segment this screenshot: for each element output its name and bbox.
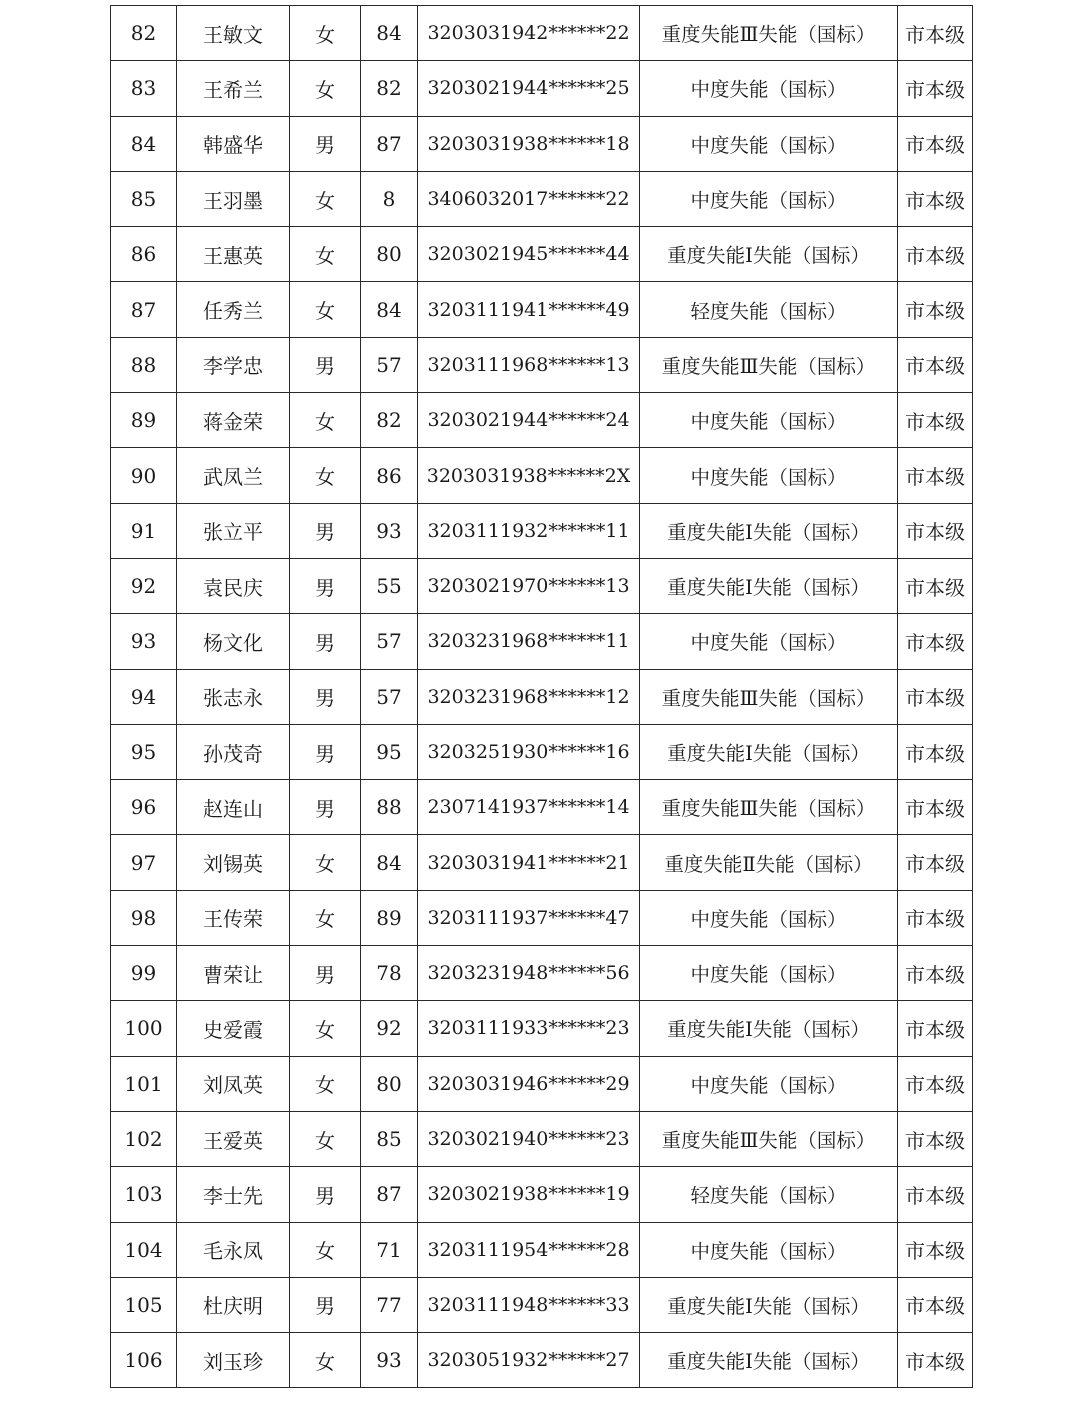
- id-number-cell: 3203021945******44: [418, 227, 640, 282]
- table-row: [111, 724, 973, 779]
- jurisdiction-cell: 市本级: [898, 448, 973, 503]
- jurisdiction-cell: 市本级: [898, 835, 973, 890]
- jurisdiction-cell: 市本级: [898, 116, 973, 171]
- id-number-cell: 3203251930******16: [418, 724, 640, 779]
- age-cell: 80: [361, 1056, 418, 1111]
- age-cell: 87: [361, 116, 418, 171]
- id-number-cell: 3203021970******13: [418, 558, 640, 613]
- id-number-cell: 3203111968******13: [418, 337, 640, 392]
- id-number-cell: 3203031938******18: [418, 116, 640, 171]
- disability-level-cell: 中度失能（国标）: [640, 171, 898, 226]
- row-number: 93: [111, 614, 177, 669]
- disability-level-cell: 重度失能Ⅰ失能（国标）: [640, 558, 898, 613]
- row-number: 101: [111, 1056, 177, 1111]
- age-cell: 57: [361, 337, 418, 392]
- table-row: [111, 171, 973, 226]
- person-name: 李士先: [177, 1167, 290, 1222]
- gender-cell: 男: [290, 780, 361, 835]
- row-number: 105: [111, 1277, 177, 1332]
- disability-level-cell: 中度失能（国标）: [640, 1222, 898, 1277]
- disability-level-cell: 轻度失能（国标）: [640, 1167, 898, 1222]
- gender-cell: 男: [290, 724, 361, 779]
- row-number: 87: [111, 282, 177, 337]
- age-cell: 71: [361, 1222, 418, 1277]
- table-row: [111, 1111, 973, 1166]
- jurisdiction-cell: 市本级: [898, 1001, 973, 1056]
- jurisdiction-cell: 市本级: [898, 669, 973, 724]
- gender-cell: 女: [290, 282, 361, 337]
- gender-cell: 男: [290, 669, 361, 724]
- row-number: 86: [111, 227, 177, 282]
- jurisdiction-cell: 市本级: [898, 171, 973, 226]
- row-number: 85: [111, 171, 177, 226]
- person-name: 袁民庆: [177, 558, 290, 613]
- roster-body: [111, 6, 973, 1388]
- gender-cell: 女: [290, 171, 361, 226]
- age-cell: 80: [361, 227, 418, 282]
- person-name: 王传荣: [177, 890, 290, 945]
- table-row: [111, 448, 973, 503]
- row-number: 82: [111, 6, 177, 61]
- row-number: 83: [111, 61, 177, 116]
- gender-cell: 女: [290, 6, 361, 61]
- person-name: 赵连山: [177, 780, 290, 835]
- disability-level-cell: 轻度失能（国标）: [640, 282, 898, 337]
- disability-level-cell: 重度失能Ⅱ失能（国标）: [640, 835, 898, 890]
- person-name: 杜庆明: [177, 1277, 290, 1332]
- disability-level-cell: 中度失能（国标）: [640, 890, 898, 945]
- disability-roster-table: [110, 5, 973, 1388]
- id-number-cell: 3203051932******27: [418, 1333, 640, 1388]
- row-number: 98: [111, 890, 177, 945]
- gender-cell: 男: [290, 337, 361, 392]
- row-number: 103: [111, 1167, 177, 1222]
- disability-level-cell: 中度失能（国标）: [640, 614, 898, 669]
- table-row: [111, 890, 973, 945]
- jurisdiction-cell: 市本级: [898, 1277, 973, 1332]
- row-number: 88: [111, 337, 177, 392]
- age-cell: 77: [361, 1277, 418, 1332]
- disability-level-cell: 中度失能（国标）: [640, 946, 898, 1001]
- jurisdiction-cell: 市本级: [898, 558, 973, 613]
- person-name: 张志永: [177, 669, 290, 724]
- row-number: 106: [111, 1333, 177, 1388]
- id-number-cell: 3203021944******25: [418, 61, 640, 116]
- jurisdiction-cell: 市本级: [898, 1167, 973, 1222]
- person-name: 韩盛华: [177, 116, 290, 171]
- row-number: 91: [111, 503, 177, 558]
- id-number-cell: 3203031941******21: [418, 835, 640, 890]
- row-number: 94: [111, 669, 177, 724]
- person-name: 毛永凤: [177, 1222, 290, 1277]
- id-number-cell: 3203231968******12: [418, 669, 640, 724]
- gender-cell: 男: [290, 503, 361, 558]
- gender-cell: 女: [290, 448, 361, 503]
- person-name: 杨文化: [177, 614, 290, 669]
- jurisdiction-cell: 市本级: [898, 6, 973, 61]
- disability-level-cell: 重度失能Ⅲ失能（国标）: [640, 1111, 898, 1166]
- disability-level-cell: 中度失能（国标）: [640, 393, 898, 448]
- jurisdiction-cell: 市本级: [898, 337, 973, 392]
- table-row: [111, 282, 973, 337]
- person-name: 刘锡英: [177, 835, 290, 890]
- age-cell: 8: [361, 171, 418, 226]
- gender-cell: 女: [290, 1111, 361, 1166]
- age-cell: 84: [361, 282, 418, 337]
- age-cell: 82: [361, 61, 418, 116]
- table-row: [111, 669, 973, 724]
- id-number-cell: 3203021938******19: [418, 1167, 640, 1222]
- age-cell: 93: [361, 503, 418, 558]
- table-row: [111, 1001, 973, 1056]
- age-cell: 82: [361, 393, 418, 448]
- gender-cell: 男: [290, 116, 361, 171]
- table-row: [111, 61, 973, 116]
- jurisdiction-cell: 市本级: [898, 282, 973, 337]
- id-number-cell: 3203021940******23: [418, 1111, 640, 1166]
- disability-level-cell: 重度失能Ⅰ失能（国标）: [640, 1001, 898, 1056]
- jurisdiction-cell: 市本级: [898, 946, 973, 1001]
- age-cell: 85: [361, 1111, 418, 1166]
- table-row: [111, 503, 973, 558]
- jurisdiction-cell: 市本级: [898, 1333, 973, 1388]
- age-cell: 89: [361, 890, 418, 945]
- id-number-cell: 3203111954******28: [418, 1222, 640, 1277]
- age-cell: 88: [361, 780, 418, 835]
- gender-cell: 女: [290, 890, 361, 945]
- disability-level-cell: 重度失能Ⅰ失能（国标）: [640, 1277, 898, 1332]
- jurisdiction-cell: 市本级: [898, 614, 973, 669]
- table-row: [111, 614, 973, 669]
- age-cell: 55: [361, 558, 418, 613]
- row-number: 90: [111, 448, 177, 503]
- jurisdiction-cell: 市本级: [898, 393, 973, 448]
- person-name: 刘凤英: [177, 1056, 290, 1111]
- table-row: [111, 1056, 973, 1111]
- age-cell: 57: [361, 614, 418, 669]
- disability-level-cell: 中度失能（国标）: [640, 448, 898, 503]
- gender-cell: 男: [290, 558, 361, 613]
- jurisdiction-cell: 市本级: [898, 503, 973, 558]
- age-cell: 57: [361, 669, 418, 724]
- table-row: [111, 780, 973, 835]
- gender-cell: 女: [290, 1056, 361, 1111]
- jurisdiction-cell: 市本级: [898, 61, 973, 116]
- person-name: 任秀兰: [177, 282, 290, 337]
- jurisdiction-cell: 市本级: [898, 724, 973, 779]
- id-number-cell: 3203231948******56: [418, 946, 640, 1001]
- gender-cell: 女: [290, 1222, 361, 1277]
- id-number-cell: 3203231968******11: [418, 614, 640, 669]
- table-row: [111, 1277, 973, 1332]
- age-cell: 93: [361, 1333, 418, 1388]
- disability-level-cell: 重度失能Ⅲ失能（国标）: [640, 780, 898, 835]
- id-number-cell: 3203031946******29: [418, 1056, 640, 1111]
- row-number: 84: [111, 116, 177, 171]
- disability-level-cell: 重度失能Ⅰ失能（国标）: [640, 503, 898, 558]
- disability-level-cell: 重度失能Ⅲ失能（国标）: [640, 337, 898, 392]
- age-cell: 86: [361, 448, 418, 503]
- person-name: 王羽墨: [177, 171, 290, 226]
- table-row: [111, 227, 973, 282]
- id-number-cell: 3203031942******22: [418, 6, 640, 61]
- gender-cell: 女: [290, 393, 361, 448]
- disability-level-cell: 中度失能（国标）: [640, 1056, 898, 1111]
- id-number-cell: 3203021944******24: [418, 393, 640, 448]
- table-row: [111, 116, 973, 171]
- id-number-cell: 3203111932******11: [418, 503, 640, 558]
- person-name: 武凤兰: [177, 448, 290, 503]
- disability-level-cell: 中度失能（国标）: [640, 116, 898, 171]
- gender-cell: 女: [290, 1333, 361, 1388]
- jurisdiction-cell: 市本级: [898, 227, 973, 282]
- row-number: 104: [111, 1222, 177, 1277]
- id-number-cell: 3203111933******23: [418, 1001, 640, 1056]
- person-name: 孙茂奇: [177, 724, 290, 779]
- row-number: 92: [111, 558, 177, 613]
- person-name: 蒋金荣: [177, 393, 290, 448]
- row-number: 97: [111, 835, 177, 890]
- table-row: [111, 1167, 973, 1222]
- person-name: 刘玉珍: [177, 1333, 290, 1388]
- table-row: [111, 946, 973, 1001]
- disability-level-cell: 重度失能Ⅲ失能（国标）: [640, 6, 898, 61]
- person-name: 王惠英: [177, 227, 290, 282]
- jurisdiction-cell: 市本级: [898, 1056, 973, 1111]
- person-name: 王敏文: [177, 6, 290, 61]
- id-number-cell: 3203111937******47: [418, 890, 640, 945]
- jurisdiction-cell: 市本级: [898, 780, 973, 835]
- id-number-cell: 3203031938******2X: [418, 448, 640, 503]
- table-row: [111, 835, 973, 890]
- id-number-cell: 3203111941******49: [418, 282, 640, 337]
- row-number: 95: [111, 724, 177, 779]
- id-number-cell: 3406032017******22: [418, 171, 640, 226]
- person-name: 张立平: [177, 503, 290, 558]
- id-number-cell: 2307141937******14: [418, 780, 640, 835]
- person-name: 王希兰: [177, 61, 290, 116]
- table-row: [111, 6, 973, 61]
- disability-level-cell: 中度失能（国标）: [640, 61, 898, 116]
- row-number: 99: [111, 946, 177, 1001]
- table-row: [111, 337, 973, 392]
- person-name: 李学忠: [177, 337, 290, 392]
- gender-cell: 男: [290, 1167, 361, 1222]
- gender-cell: 男: [290, 1277, 361, 1332]
- gender-cell: 男: [290, 946, 361, 1001]
- disability-level-cell: 重度失能Ⅰ失能（国标）: [640, 724, 898, 779]
- jurisdiction-cell: 市本级: [898, 890, 973, 945]
- gender-cell: 女: [290, 835, 361, 890]
- table-row: [111, 1333, 973, 1388]
- age-cell: 92: [361, 1001, 418, 1056]
- table-row: [111, 1222, 973, 1277]
- disability-level-cell: 重度失能Ⅰ失能（国标）: [640, 227, 898, 282]
- disability-level-cell: 重度失能Ⅲ失能（国标）: [640, 669, 898, 724]
- person-name: 曹荣让: [177, 946, 290, 1001]
- row-number: 100: [111, 1001, 177, 1056]
- table-row: [111, 393, 973, 448]
- person-name: 史爱霞: [177, 1001, 290, 1056]
- id-number-cell: 3203111948******33: [418, 1277, 640, 1332]
- jurisdiction-cell: 市本级: [898, 1111, 973, 1166]
- age-cell: 95: [361, 724, 418, 779]
- age-cell: 78: [361, 946, 418, 1001]
- row-number: 89: [111, 393, 177, 448]
- gender-cell: 男: [290, 614, 361, 669]
- disability-level-cell: 重度失能Ⅰ失能（国标）: [640, 1333, 898, 1388]
- row-number: 102: [111, 1111, 177, 1166]
- gender-cell: 女: [290, 61, 361, 116]
- gender-cell: 女: [290, 227, 361, 282]
- table-row: [111, 558, 973, 613]
- person-name: 王爱英: [177, 1111, 290, 1166]
- age-cell: 84: [361, 835, 418, 890]
- jurisdiction-cell: 市本级: [898, 1222, 973, 1277]
- age-cell: 87: [361, 1167, 418, 1222]
- age-cell: 84: [361, 6, 418, 61]
- gender-cell: 女: [290, 1001, 361, 1056]
- row-number: 96: [111, 780, 177, 835]
